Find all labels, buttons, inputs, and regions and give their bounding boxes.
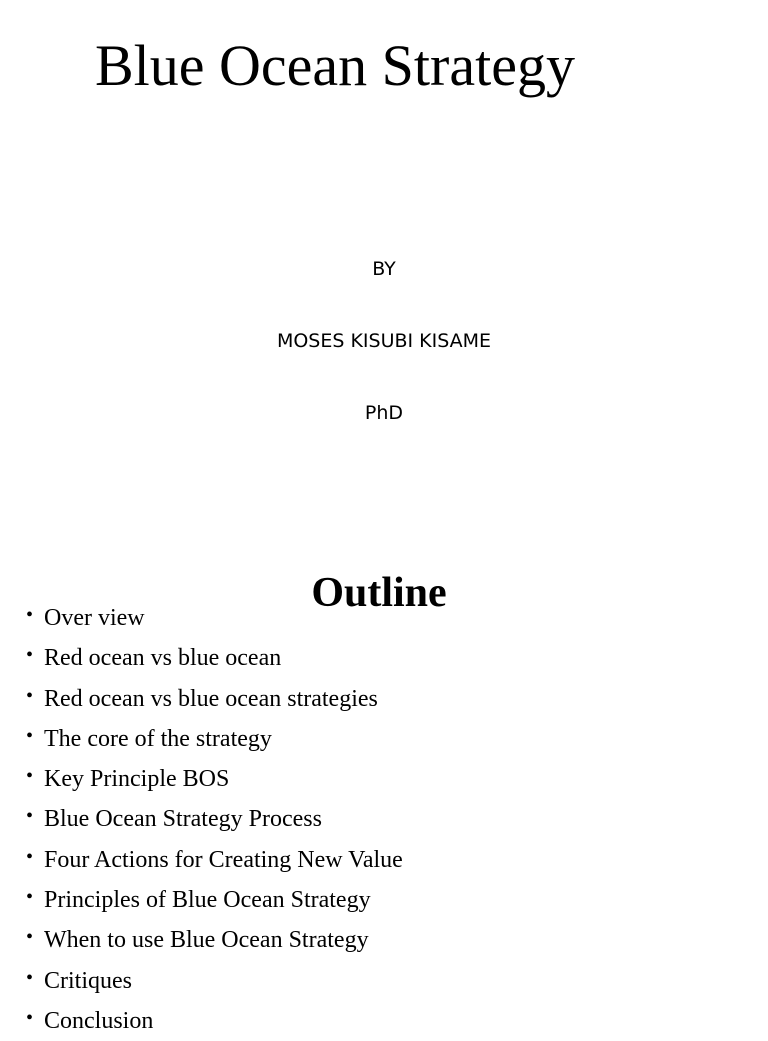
outline-list [26,598,403,1041]
bullet-icon: • [26,684,34,707]
outline-item [26,759,403,799]
outline-item [26,799,403,839]
outline-item-text: The core of the strategy [44,725,272,752]
bullet-icon: • [26,886,34,909]
outline-item [26,719,403,759]
bullet-icon: • [26,604,34,626]
outline-item-text: Conclusion [44,1007,154,1034]
presentation-title: Blue Ocean Strategy [95,33,575,98]
outline-item [26,638,403,678]
outline-item [26,840,403,880]
outline-item [26,1001,403,1041]
outline-item-text: Critiques [44,967,132,994]
bullet-icon: • [26,926,34,949]
outline-item [26,920,403,960]
bullet-icon: • [26,805,34,828]
outline-slide [0,540,768,1034]
bullet-icon: • [26,845,34,868]
outline-item [26,679,403,719]
outline-item-text: Four Actions for Creating New Value [44,846,403,873]
outline-item-text: When to use Blue Ocean Strategy [44,927,369,954]
outline-item-text: Red ocean vs blue ocean strategies [44,685,378,712]
bullet-icon: • [26,1006,34,1029]
by-label: BY [372,258,396,280]
bullet-icon: • [26,644,34,667]
outline-item-text: Over view [44,605,145,631]
bullet-icon: • [26,724,34,747]
outline-item [26,961,403,1001]
outline-item-text: Key Principle BOS [44,766,230,793]
outline-item-text: Principles of Blue Ocean Strategy [44,887,371,914]
outline-item-text: Blue Ocean Strategy Process [44,806,322,833]
outline-heading: Outline [311,570,447,616]
outline-item [26,598,403,638]
outline-item-text: Red ocean vs blue ocean [44,645,282,672]
author-degree: PhD [364,402,404,424]
bullet-icon: • [26,966,34,989]
author-name: MOSES KISUBI KISAME [276,330,492,352]
bullet-icon: • [26,765,34,788]
outline-item [26,880,403,920]
